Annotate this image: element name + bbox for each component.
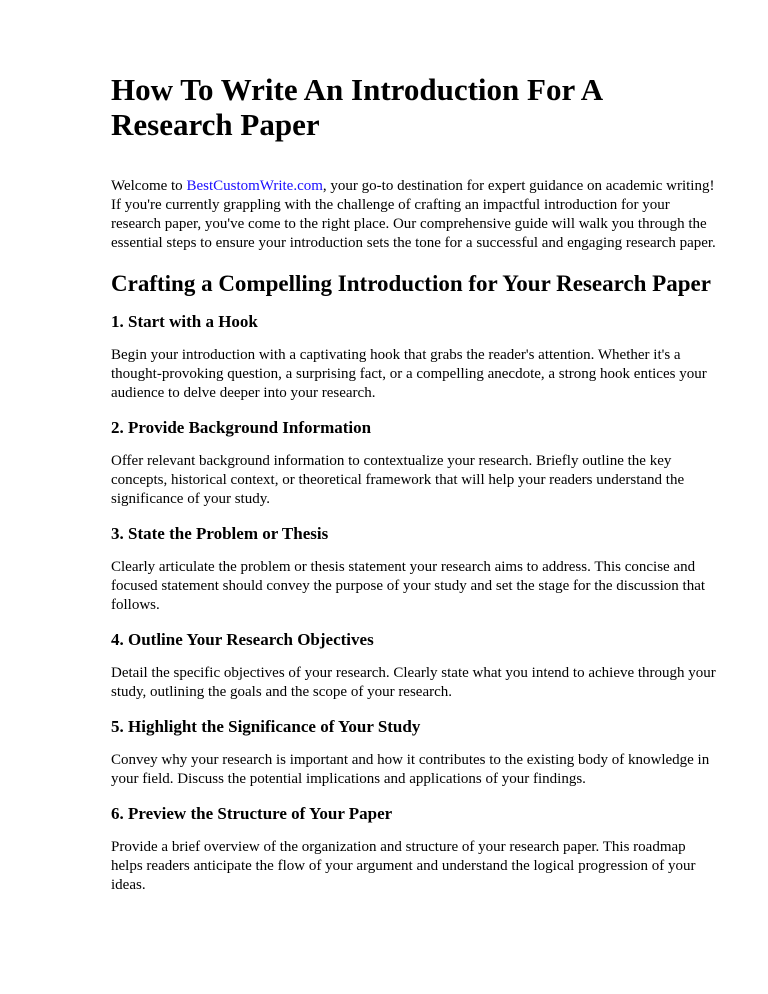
step-heading-5: 5. Highlight the Significance of Your Study — [111, 717, 421, 736]
step-text-3: Clearly articulate the problem or thesis statement your research aims to address. This concise and focused statement should convey the purpose of your study and set the stage for the discussion that follows. — [111, 559, 706, 613]
step-text-4: Detail the specific objectives of your research. Clearly state what you intend to achieve through your study, outlining the goals and the scope of your research. — [111, 665, 716, 700]
intro-rest: , your go-to destination for expert guidance on academic writing! If you're currently grappling with the challenge of crafting an impactful introduction for your research paper, you've come to the right place. Our comprehensive guide will walk you through the essential steps to ensure your introduction sets the tone for a successful and engaging research paper. — [111, 178, 716, 251]
step-text-5: Convey why your research is important and how it contributes to the existing body of knowledge in your field. Discuss the potential implications and applications of your findings. — [111, 752, 710, 787]
step-heading-3: 3. State the Problem or Thesis — [111, 524, 329, 543]
intro-paragraph — [111, 177, 721, 253]
step-text-1: Begin your introduction with a captivating hook that grabs the reader's attention. Whether it's a thought-provoking question, a surprising fact, or a compelling anecdote, a strong hook entices your audience to delve deeper into your research. — [111, 347, 707, 401]
step-heading-6: 6. Preview the Structure of Your Paper — [111, 804, 393, 823]
bestcustomwrite-link[interactable]: BestCustomWrite.com — [186, 178, 323, 194]
step-text-2: Offer relevant background information to contextualize your research. Briefly outline the key concepts, historical context, or theoretical framework that will help your readers understand the significance of your study. — [111, 453, 685, 507]
step-heading-4: 4. Outline Your Research Objectives — [111, 630, 374, 649]
step-heading-2: 2. Provide Background Information — [111, 418, 372, 437]
step-text-6: Provide a brief overview of the organization and structure of your research paper. This roadmap helps readers anticipate the flow of your argument and understand the logical progression of your ideas. — [111, 839, 696, 893]
section-heading: Crafting a Compelling Introduction for Your Research Paper — [111, 271, 711, 296]
document-page — [111, 0, 721, 895]
intro-prefix: Welcome to — [111, 178, 187, 194]
page-title: How To Write An Introduction For A Research Paper — [111, 72, 602, 142]
step-heading-1: 1. Start with a Hook — [111, 312, 258, 331]
